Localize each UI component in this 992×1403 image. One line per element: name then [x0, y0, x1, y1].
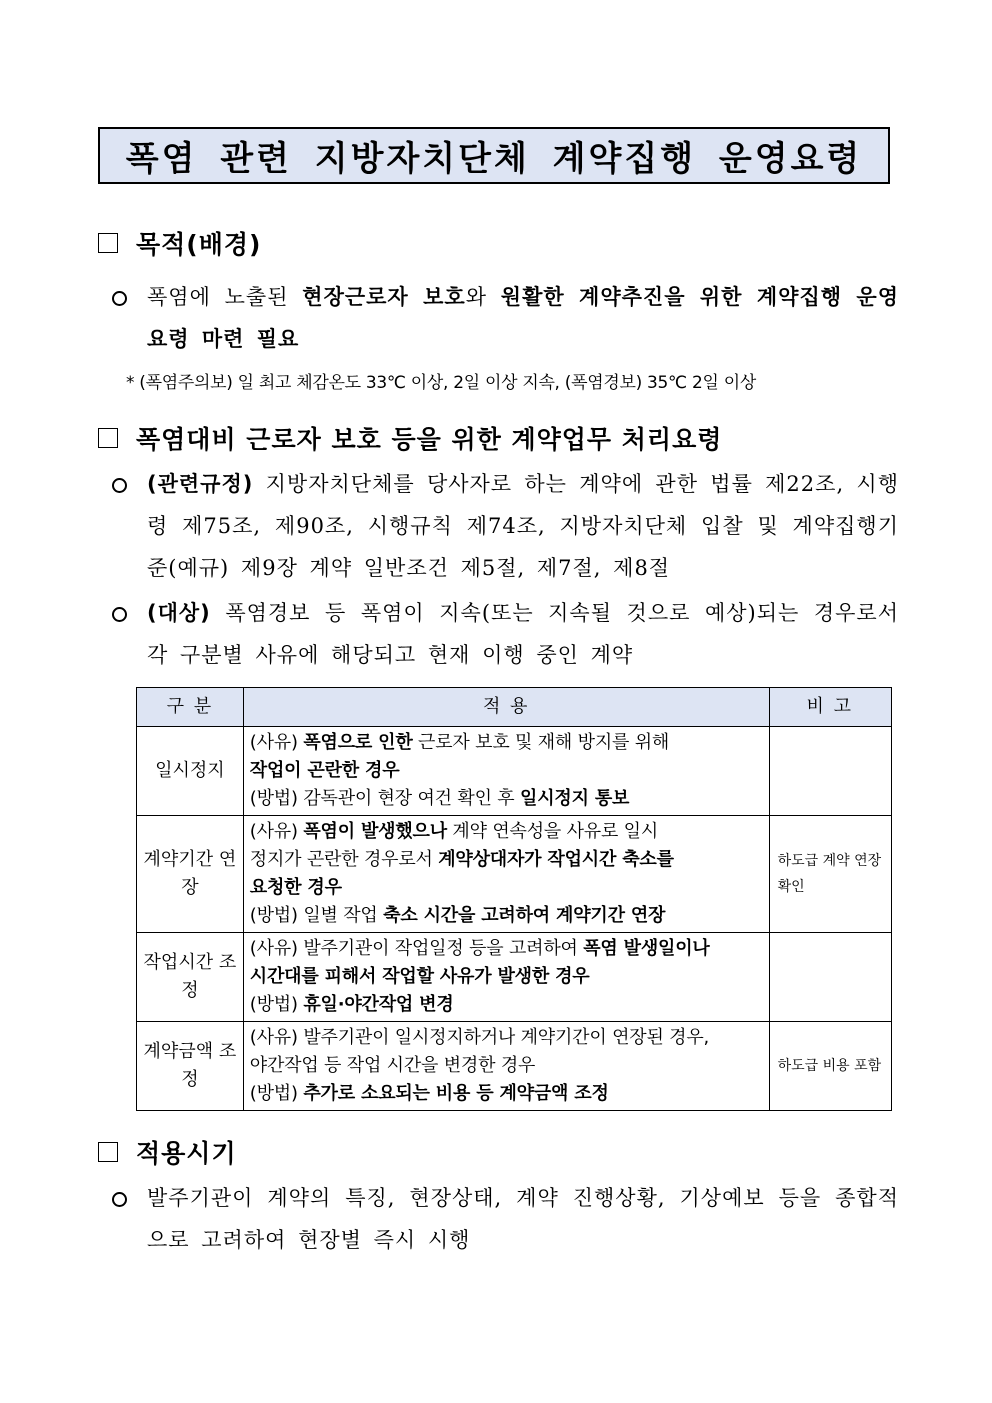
section-purpose-heading: [98, 225, 261, 261]
purpose-text-2: 와: [465, 285, 501, 309]
header-category: 구 분: [137, 688, 244, 727]
header-application: 적 용: [243, 688, 769, 727]
document-title: 폭염 관련 지방자치단체 계약집행 운영요령: [125, 139, 863, 179]
section-timing-title: 적용시기: [136, 1139, 237, 1168]
regulation-label: (관련규정): [147, 472, 254, 496]
row-line: (사유) 발주기관이 작업일정 등을 고려하여 폭염 발생일이나: [249, 938, 710, 959]
regulation-paragraph: [147, 463, 899, 589]
section-procedure-title: 폭염대비 근로자 보호 등을 위한 계약업무 처리요령: [136, 425, 723, 454]
target-paragraph: [147, 592, 899, 676]
purpose-bold-1: 현장근로자 보호: [302, 285, 466, 309]
row-line: (방법) 일별 작업 축소 시간을 고려하여 계약기간 연장: [249, 905, 666, 926]
row-category: 계약기간 연장: [137, 816, 244, 933]
row-remarks: 하도급 비용 포함: [769, 1022, 891, 1111]
section-purpose-title: 목적(배경): [136, 230, 262, 259]
table-row: [137, 933, 892, 1022]
circle-bullet-icon: [112, 603, 132, 623]
square-bullet-icon: [98, 428, 118, 448]
row-application: [243, 816, 769, 933]
table-header-row: [137, 688, 892, 727]
target-label: (대상): [147, 601, 211, 625]
row-remarks: 하도급 계약 연장 확인: [769, 816, 891, 933]
table-row: [137, 727, 892, 816]
regulation-text: 지방자치단체를 당사자로 하는 계약에 관한 법률 제22조, 시행령 제75조, 제90조, 시행규칙 제74조, 지방자치단체 입찰 및 계약집행기준(예규) 제9장 계약 일반조건 제5절, 제7절, 제8절: [147, 472, 899, 580]
circle-bullet-icon: [112, 287, 132, 307]
row-line: (방법) 추가로 소요되는 비용 등 계약금액 조정: [249, 1083, 609, 1104]
row-category: 일시정지: [137, 727, 244, 816]
row-application: [243, 933, 769, 1022]
row-line: (사유) 폭염이 발생했으나 계약 연속성을 사유로 일시: [249, 821, 659, 842]
purpose-footnote: * (폭염주의보) 일 최고 체감온도 33℃ 이상, 2일 이상 지속, (폭염경보) 35℃ 2일 이상: [126, 373, 756, 393]
table-row: [137, 1022, 892, 1111]
header-remarks: 비 고: [769, 688, 891, 727]
circle-bullet-icon: [112, 1188, 132, 1208]
timing-paragraph: 발주기관이 계약의 특징, 현장상태, 계약 진행상황, 기상예보 등을 종합적으로 고려하여 현장별 즉시 시행: [147, 1186, 899, 1252]
row-line: (방법) 감독관이 현장 여건 확인 후 일시정지 통보: [249, 788, 630, 809]
row-line: 작업이 곤란한 경우: [249, 760, 400, 781]
purpose-paragraph: [147, 276, 899, 360]
row-application: [243, 1022, 769, 1111]
document-title-box: [98, 127, 890, 184]
section-timing-heading: [98, 1134, 237, 1170]
row-remarks: [769, 933, 891, 1022]
row-line: (방법) 휴일·야간작업 변경: [249, 994, 454, 1015]
row-line: (사유) 발주기관이 일시정지하거나 계약기간이 연장된 경우,: [249, 1027, 710, 1048]
row-line: 야간작업 등 작업 시간을 변경한 경우: [249, 1055, 536, 1076]
row-line: 정지가 곤란한 경우로서 계약상대자가 작업시간 축소를: [249, 849, 674, 870]
row-line: (사유) 폭염으로 인한 근로자 보호 및 재해 방지를 위해: [249, 732, 670, 753]
purpose-bold-2: 원활한 계약추진을 위한 계약집행 운영요령 마련 필요: [147, 285, 900, 351]
application-table: [136, 687, 892, 1111]
table-row: [137, 816, 892, 933]
row-line: 시간대를 피해서 작업할 사유가 발생한 경우: [249, 966, 590, 987]
row-remarks: [769, 727, 891, 816]
target-text: 폭염경보 등 폭염이 지속(또는 지속될 것으로 예상)되는 경우로서 각 구분별 사유에 해당되고 현재 이행 중인 계약: [147, 601, 899, 667]
row-category: 작업시간 조정: [137, 933, 244, 1022]
square-bullet-icon: [98, 233, 118, 253]
circle-bullet-icon: [112, 474, 132, 494]
row-application: [243, 727, 769, 816]
square-bullet-icon: [98, 1142, 118, 1162]
purpose-text-1: 폭염에 노출된: [147, 285, 303, 309]
section-procedure-heading: [98, 420, 722, 456]
row-category: 계약금액 조정: [137, 1022, 244, 1111]
row-line: 요청한 경우: [249, 877, 342, 898]
